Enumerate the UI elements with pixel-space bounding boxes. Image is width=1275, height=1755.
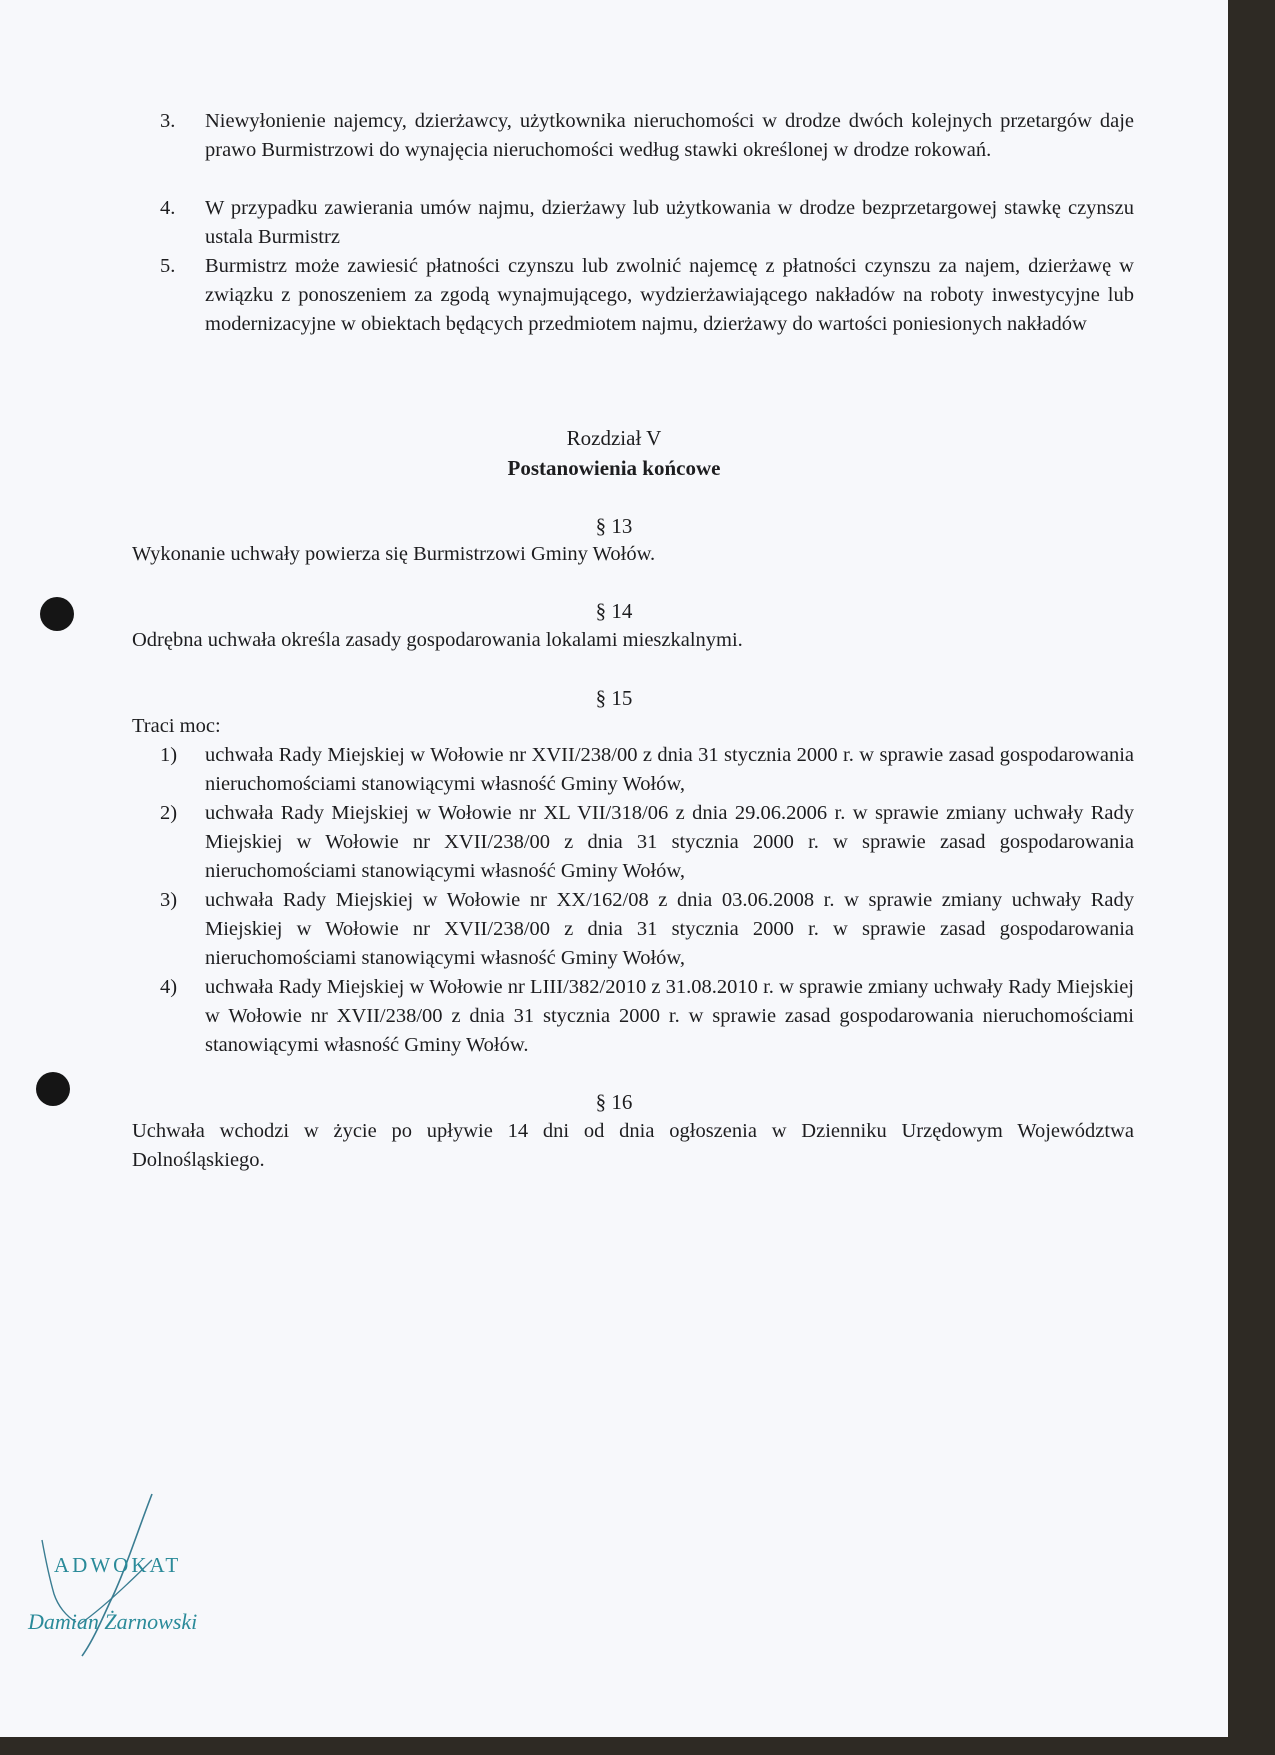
list-item (160, 799, 1134, 886)
section-text: Odrębna uchwała określa zasady gospodarowania lokalami mieszkalnymi. (132, 629, 743, 651)
item-number: 4) (160, 976, 178, 998)
stamp-title: ADWOKAT (54, 1553, 182, 1577)
list-item (160, 973, 1134, 1060)
section-heading: § 16 (595, 1090, 633, 1114)
item-text: W przypadku zawierania umów najmu, dzierżawy lub użytkowania w drodze bezprzetargowej stawkę czynszu ustala Burmistrz (205, 197, 1134, 248)
item-text: uchwała Rady Miejskiej w Wołowie nr XX/162/08 z dnia 03.06.2008 r. w sprawie zmiany uchwały Rady Miejskiej w Wołowie nr XVII/238/00 z dnia 31 stycznia 2000 r. w sprawie zasad gospodarowania nieruchomościami stanowiącymi własność Gminy Wołów, (205, 889, 1134, 969)
item-number: 4. (160, 197, 176, 219)
item-text: uchwała Rady Miejskiej w Wołowie nr LIII/382/2010 z 31.08.2010 r. w sprawie zmiany uchwały Rady Miejskiej w Wołowie nr XVII/238/00 z dnia 31 stycznia 2000 r. w sprawie zasad gospodarowania nieruchomościami stanowiącymi własność Gminy Wołów. (205, 976, 1134, 1056)
list-item (160, 252, 1134, 339)
chapter-label: Rozdział V (566, 426, 662, 450)
section-heading: § 14 (595, 599, 633, 623)
section-heading: § 15 (595, 686, 633, 710)
item-number: 5. (160, 255, 176, 277)
item-text: uchwała Rady Miejskiej w Wołowie nr XL VII/318/06 z dnia 29.06.2006 r. w sprawie zmiany uchwały Rady Miejskiej w Wołowie nr XVII/238/00 z dnia 31 stycznia 2000 r. w sprawie zasad gospodarowania nieruchomościami stanowiącymi własność Gminy Wołów, (205, 802, 1134, 882)
scan-edge (0, 1737, 1275, 1755)
chapter-title: Postanowienia końcowe (507, 456, 721, 480)
item-number: 1) (160, 744, 178, 766)
scan-edge (1228, 0, 1275, 1755)
section-heading: § 13 (595, 514, 633, 538)
item-text: uchwała Rady Miejskiej w Wołowie nr XVII/238/00 z dnia 31 stycznia 2000 r. w sprawie zasad gospodarowania nieruchomościami stanowiącymi własność Gminy Wołów, (205, 744, 1134, 795)
section-text: Wykonanie uchwały powierza się Burmistrzowi Gminy Wołów. (132, 543, 656, 565)
list-item (160, 886, 1134, 973)
item-number: 2) (160, 802, 178, 824)
list-item (160, 107, 1134, 165)
item-text: Burmistrz może zawiesić płatności czynszu lub zwolnić najemcę z płatności czynszu za najem, dzierżawę w związku z ponoszeniem za zgodą wynajmującego, wydzierżawiającego nakładów na roboty inwestycyjne lub modernizacyjne w obiektach będących przedmiotem najmu, dzierżawy do wartości poniesionych nakładów (205, 255, 1134, 335)
list-item (160, 194, 1134, 252)
stamp-name: Damian Żarnowski (28, 1609, 198, 1634)
item-number: 3. (160, 110, 176, 132)
section-intro: Traci moc: (132, 715, 221, 737)
item-number: 3) (160, 889, 178, 911)
list-item (160, 741, 1134, 799)
item-text: Niewyłonienie najemcy, dzierżawcy, użytkownika nieruchomości w drodze dwóch kolejnych przetargów daje prawo Burmistrzowi do wynajęcia nieruchomości według stawki określonej w drodze rokowań. (205, 110, 1134, 161)
section-text: Uchwała wchodzi w życie po upływie 14 dni od dnia ogłoszenia w Dzienniku Urzędowym Województwa Dolnośląskiego. (132, 1120, 1134, 1171)
